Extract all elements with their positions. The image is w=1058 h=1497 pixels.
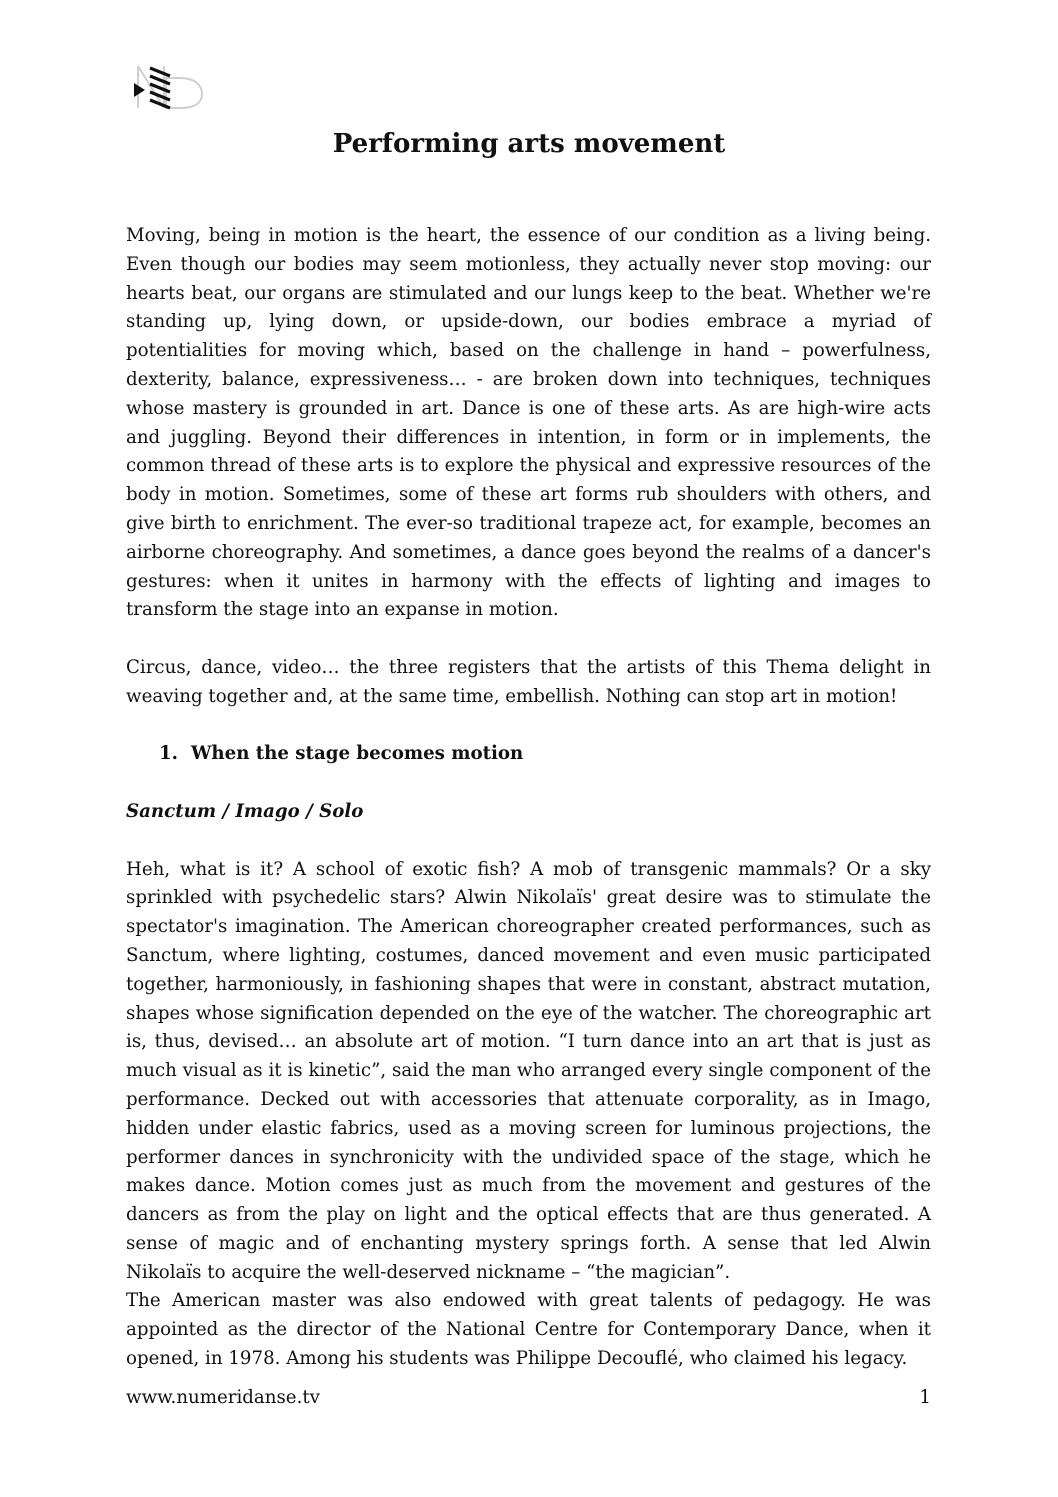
intro-paragraph: Moving, being in motion is the heart, the essence of our condition as a living being. Even though our bodies may seem motionless, they actually never stop moving: our hearts beat, our organs are stimulated and our lungs keep to the beat. Whether we're standing up, lying down, or upside-down, our bodies embrace a myriad of potentialities for moving which, based on the challenge in hand – powerfulness, dexterity, balance, expressiveness… - are broken down into techniques, techniques whose mastery is grounded in art. Dance is one of these arts. As are high-wire acts and juggling. Beyond their differences in intention, in form or in implements, the common thread of these arts is to explore the physical and expressive resources of the body in motion. Sometimes, some of these art forms rub shoulders with others, and give birth to enrichment. The ever-so traditional trapeze act, for example, becomes an airborne choreography. And sometimes, a dance goes beyond the realms of a dancer's gestures: when it unites in harmony with the effects of lighting and images to transform the stage into an expanse in motion. <box>126 225 931 621</box>
intro-paragraph: Circus, dance, video… the three registers that the artists of this Thema delight in weaving together and, at the same time, embellish. Nothing can stop art in motion! <box>126 656 931 707</box>
page-number: 1 <box>919 1387 931 1408</box>
section-heading <box>126 740 931 769</box>
page-title: Performing arts movement <box>332 129 726 159</box>
section-heading-text: When the stage becomes motion <box>191 743 524 765</box>
numeridanse-logo-icon <box>132 64 208 110</box>
document-body <box>126 222 931 1374</box>
section-paragraph: The American master was also endowed with great talents of pedagogy. He was appointed as the director of the National Centre for Contemporary Dance, when it opened, in 1978. Among his students was Philippe Decouflé, who claimed his legacy. <box>126 1290 931 1370</box>
section-number: 1. <box>159 743 178 765</box>
footer-url: www.numeridanse.tv <box>126 1387 320 1408</box>
section-paragraph: Heh, what is it? A school of exotic fish? A mob of transgenic mammals? Or a sky sprinkled with psychedelic stars? Alwin Nikolaïs' great desire was to stimulate the spectator's imagination. The American choreographer created performances, such as Sanctum, where lighting, costumes, danced movement and even music participated together, harmoniously, in fashioning shapes that were in constant, abstract mutation, shapes whose signification depended on the eye of the watcher. The choreographic art is, thus, devised… an absolute art of motion. “I turn dance into an art that is just as much visual as it is kinetic”, said the man who arranged every single component of the performance. Decked out with accessories that attenuate corporality, as in Imago, hidden under elastic fabrics, used as a moving screen for luminous projections, the performer dances in synchronicity with the undivided space of the stage, which he makes dance. Motion comes just as much from the movement and gestures of the dancers as from the play on light and the optical effects that are thus generated. A sense of magic and of enchanting mystery springs forth. A sense that led Alwin Nikolaïs to acquire the well-deserved nickname – “the magician”. <box>126 858 931 1283</box>
section-subheading: Sanctum / Imago / Solo <box>126 800 364 822</box>
